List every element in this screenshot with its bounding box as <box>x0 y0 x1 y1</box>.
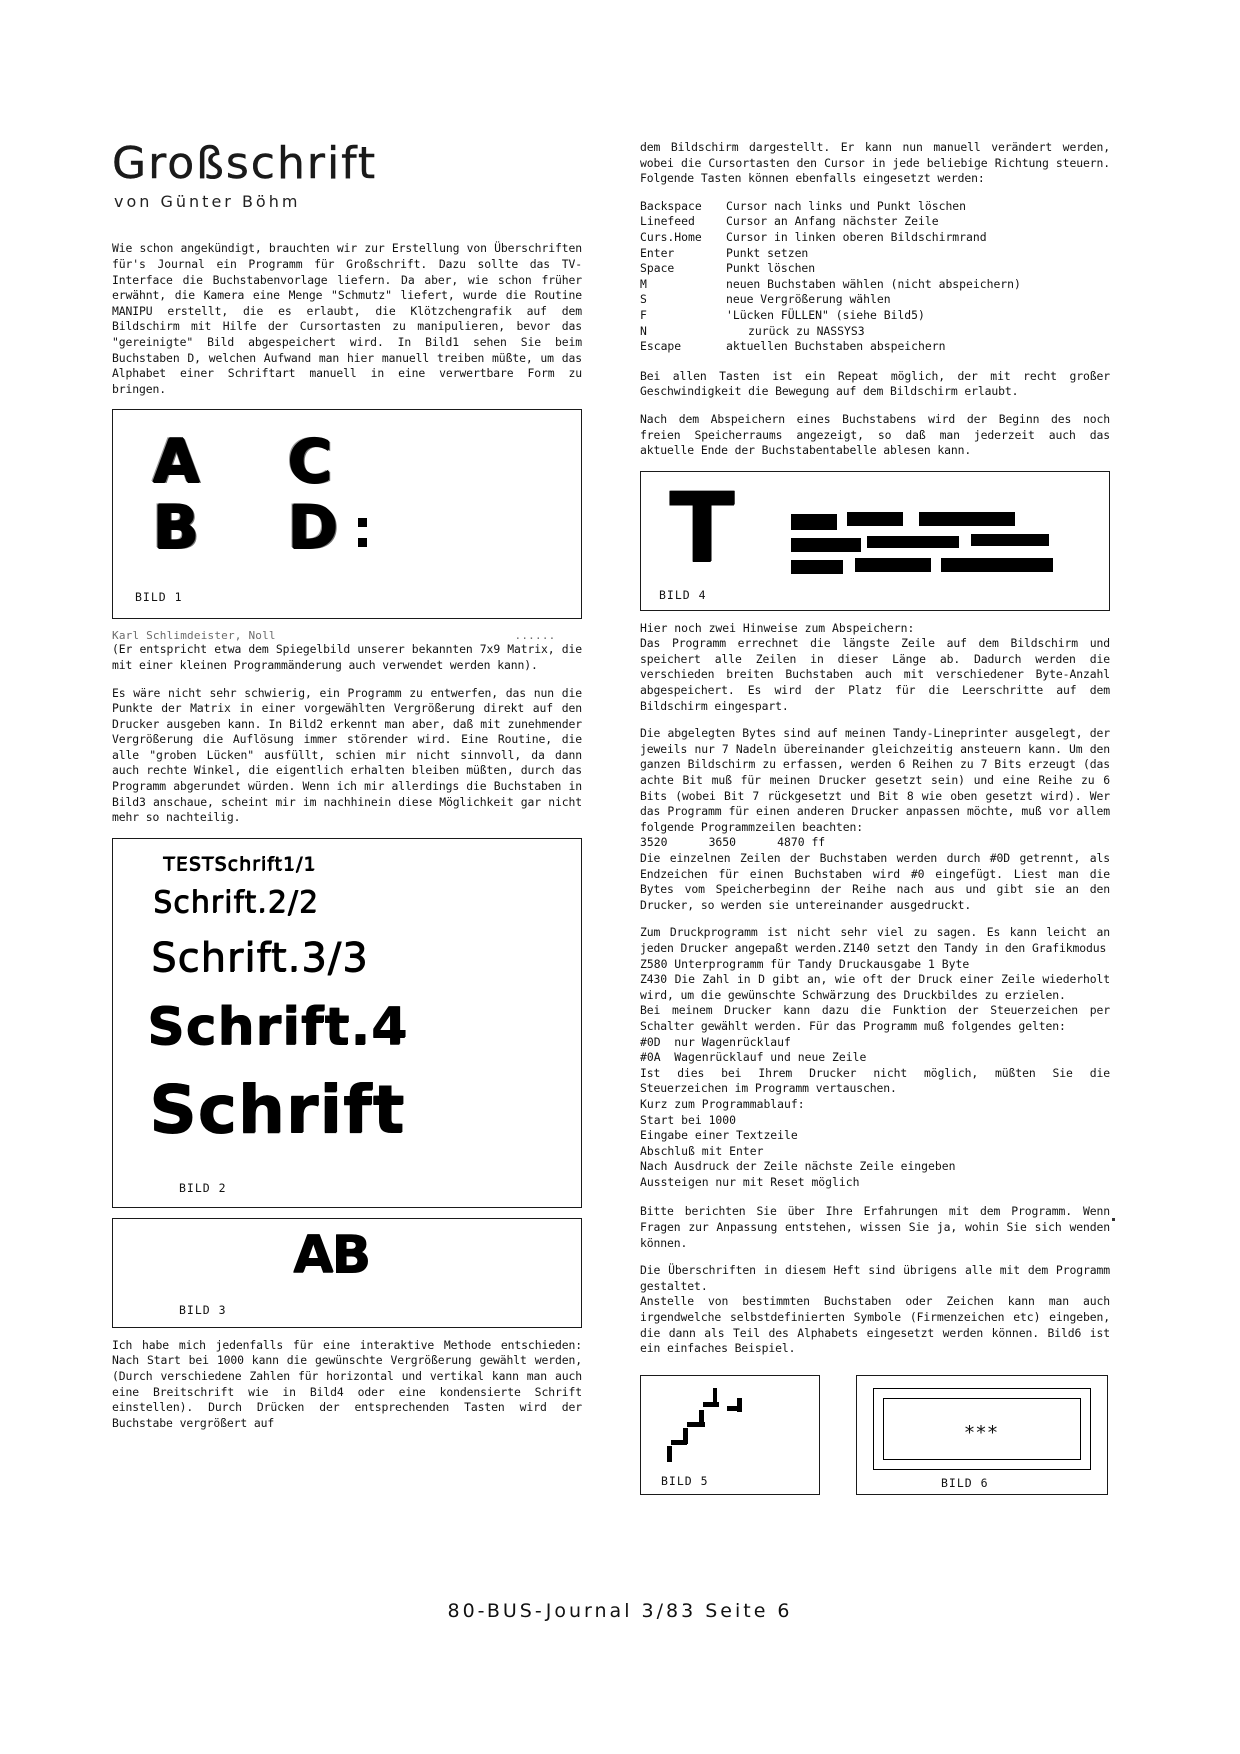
figure-bild-6 <box>856 1375 1108 1495</box>
right-column <box>640 140 1110 1505</box>
paragraph-closing-2: Die Überschriften in diesem Heft sind übrigens alle mit dem Programm gestaltet. <box>640 1263 1110 1293</box>
key-description: 'Lücken FÜLLEN" (siehe Bild5) <box>726 307 925 322</box>
paragraph-hints-2: Die abgelegten Bytes sind auf meinen Tandy-Lineprinter ausgelegt, der jeweils nur 7 Nadeln übereinander gleichzeitig ansteuern kann. Um den ganzen Bildschirm zu erfassen, werden 6 Reihen zu 7 Bits erzeugt (das achte Bit muß für meinen Drucker gesetzt sein) und eine Reihe zu 6 Bits (wobei Bit 7 rückgesetzt und Bit 8 wie oben gesetzt wird). Wer das Programm für einen anderen Drucker anpassen möchte, muß vor allem folgende Programmzeilen beachten: <box>640 726 1110 834</box>
paragraph-print-1: Zum Druckprogramm ist nicht sehr viel zu sagen. Es kann leicht an jeden Drucker angepaßt werden.Z140 setzt den Tandy in den Grafikmodus <box>640 925 1110 955</box>
figure-bild-1 <box>112 409 582 619</box>
figure2-line-3: Schrift.3/3 <box>151 934 369 981</box>
paragraph-print-4: Bei meinem Drucker kann dazu die Funktion der Steuerzeichen per Schalter gewählt werden. Für das Programm muß folgendes gelten: <box>640 1003 1110 1033</box>
figure4-block-4 <box>847 512 903 526</box>
page-title: Großschrift <box>112 138 378 189</box>
figure5-mark-6 <box>671 1440 687 1445</box>
paragraph-right-top: dem Bildschirm dargestellt. Er kann nun manuell verändert werden, wobei die Cursortasten den Cursor in jede beliebige Richtung steuern. Folgende Tasten können ebenfalls eingesetzt werden: <box>640 140 1110 186</box>
key-description: Cursor in linken oberen Bildschirmrand <box>726 229 987 244</box>
figure4-block-9 <box>941 558 1053 572</box>
key-description: neue Vergrößerung wählen <box>726 292 891 307</box>
key-name: Escape <box>640 339 682 354</box>
key-command-table <box>640 199 1110 355</box>
flow-step: Aussteigen nur mit Reset möglich <box>640 1174 860 1189</box>
figure2-line-1: TESTSchrift1/1 <box>163 852 317 875</box>
key-description: aktuellen Buchstaben abspeichern <box>726 339 946 354</box>
key-description: zurück zu NASSYS3 <box>748 323 865 338</box>
figure2-line-5: Schrift <box>149 1070 406 1148</box>
figure4-caption: BILD 4 <box>659 587 707 602</box>
figure2-line-4: Schrift.4 <box>147 996 409 1057</box>
figure5-mark-2 <box>703 1402 719 1407</box>
figure1-speck-1 <box>358 518 367 527</box>
key-name: S <box>640 292 647 307</box>
paragraph-print-2: Z580 Unterprogramm für Tandy Druckausgabe 1 Byte <box>640 956 970 971</box>
key-name: Space <box>640 261 675 276</box>
key-row <box>640 246 1110 262</box>
key-row <box>640 230 1110 246</box>
paragraph-hints-1: Das Programm errechnet die längste Zeile auf dem Bildschirm und speichert alle Zeilen in dieser Länge ab. Dadurch werden die verschieden breiten Buchstaben auch mit verschiedener Byte-Anzahl abgespeichert. Es wird der Platz für die Leerschritte auf dem Bildschirm eingespart. <box>640 636 1110 713</box>
key-name: F <box>640 307 647 322</box>
figure4-block-7 <box>919 512 1015 526</box>
left-column <box>112 140 582 1443</box>
figure2-line-2: Schrift.2/2 <box>153 884 319 920</box>
key-row <box>640 339 1110 355</box>
paragraph-2: (Er entspricht etwa dem Spiegelbild unserer bekannten 7x9 Matrix, die mit einer kleinen Programmänderung auch verwendet werden kann). <box>112 642 582 672</box>
key-name: Enter <box>640 245 675 260</box>
paragraph-bytes: Die einzelnen Zeilen der Buchstaben werden durch #0D getrennt, als Endzeichen für einen Buchstaben wird #0 eingefügt. Liest man die Bytes vom Speicherbeginn der Reihe nach aus und gibt sie an den Drucker, so werden sie untereinander ausgedruckt. <box>640 851 1110 912</box>
figure-bild-2 <box>112 838 582 1208</box>
key-row <box>640 261 1110 277</box>
paragraph-storage: Nach dem Abspeichern eines Buchstabens wird der Beginn des noch freien Speicherraums angezeigt, so daß man jederzeit auch das aktuelle Ende der Buchstabentabelle ablesen kann. <box>640 411 1110 458</box>
key-name: Backspace <box>640 198 702 213</box>
figure3-letters: AB <box>293 1224 369 1285</box>
key-row <box>640 324 1110 340</box>
figure5-mark-4 <box>687 1422 705 1427</box>
key-row <box>640 277 1110 293</box>
figure1-letter-d: D <box>288 493 338 564</box>
key-name: N <box>640 323 647 338</box>
figure4-block-5 <box>867 536 959 548</box>
flow-step: Nach Ausdruck der Zeile nächste Zeile eingeben <box>640 1159 956 1174</box>
figure5-mark-9 <box>737 1398 742 1412</box>
figure6-symbol: *** <box>964 1421 1000 1444</box>
byline: von Günter Böhm <box>114 192 301 212</box>
figure1-letter-a: A <box>153 427 200 498</box>
flow-step: Start bei 1000 <box>640 1112 737 1127</box>
figure4-block-1 <box>791 514 837 530</box>
key-row <box>640 214 1110 230</box>
key-name: M <box>640 276 647 291</box>
key-name: Linefeed <box>640 214 695 229</box>
paragraph-hints-title: Hier noch zwei Hinweise zum Abspeichern: <box>640 620 915 635</box>
figure4-block-2 <box>791 538 861 552</box>
figure2-caption: BILD 2 <box>179 1180 227 1195</box>
key-row <box>640 292 1110 308</box>
control-char-2: #0A Wagenrücklauf und neue Zeile <box>640 1050 867 1065</box>
degraded-scan-line: Karl Schlimdeister, Noll ...... <box>112 629 556 643</box>
figure3-caption: BILD 3 <box>179 1302 227 1317</box>
figure-row-5-6 <box>640 1369 1110 1505</box>
paragraph-intro: Wie schon angekündigt, brauchten wir zur Erstellung von Überschriften für's Journal ein Programm für Großschrift. Dazu sollte das TV-Interface die Buchstabenvorlage liefern. Da aber, wie schon früher erwähnt, die Kamera eine Menge "Schmutz" liefert, wurde die Routine MANIPU erstellt, die es erlaubt, die Klötzchengrafik auf dem Bildschirm mit Hilfe der Cursortasten zu manipulieren, bevor das "gereinigte" Bild abgespeichert wird. In Bild1 sehen Sie beim Buchstaben D, welchen Aufwand man hier manuell treiben müßte, um das Alphabet einer Schriftart manuell in eine verwertbare Form zu bringen. <box>112 241 582 396</box>
figure1-letter-c: C <box>288 427 333 498</box>
key-description: Punkt setzen <box>726 245 809 260</box>
key-name: Curs.Home <box>640 229 702 244</box>
figure-bild-4 <box>640 471 1110 611</box>
paragraph-print-3: Z430 Die Zahl in D gibt an, wie oft der Druck einer Zeile wiederholt wird, um die gewünschte Schwärzung des Druckbildes zu erzielen. <box>640 972 1110 1002</box>
figure4-block-6 <box>855 558 931 572</box>
key-description: Punkt löschen <box>726 261 816 276</box>
figure1-letter-b: B <box>153 493 199 564</box>
figure6-caption: BILD 6 <box>941 1475 989 1490</box>
paragraph-print-5: Ist dies bei Ihrem Drucker nicht möglich, müßten Sie die Steuerzeichen im Programm vertauschen. <box>640 1065 1110 1096</box>
figure5-mark-7 <box>667 1446 672 1462</box>
code-line-addresses: 3520 3650 4870 ff <box>640 835 826 850</box>
control-char-1: #0D nur Wagenrücklauf <box>640 1034 791 1049</box>
key-description: neuen Buchstaben wählen (nicht abspeichern) <box>726 276 1021 291</box>
scan-speck <box>1112 1218 1115 1221</box>
key-description: Cursor an Anfang nächster Zeile <box>726 214 939 229</box>
paragraph-closing-1: Bitte berichten Sie über Ihre Erfahrungen mit dem Programm. Wenn Fragen zur Anpassung entstehen, wissen Sie ja, wohin Sie sich wenden können. <box>640 1204 1110 1250</box>
figure-bild-3 <box>112 1218 582 1328</box>
flow-step: Abschluß mit Enter <box>640 1143 764 1158</box>
paragraph-repeat: Bei allen Tasten ist ein Repeat möglich, der mit recht großer Geschwindigkeit die Bewegung auf dem Bildschirm erlaubt. <box>640 368 1110 399</box>
flow-title: Kurz zum Programmablauf: <box>640 1096 805 1111</box>
key-description: Cursor nach links und Punkt löschen <box>726 198 967 213</box>
paragraph-4: Ich habe mich jedenfalls für eine interaktive Methode entschieden: Nach Start bei 1000 kann die gewünschte Vergrößerung gewählt werden, (Durch verschiedene Zahlen für horizontal und vertikal kann man auch eine Breitschrift wie in Bild4 oder eine kondensierte Schrift einstellen). Durch Drücken der entsprechenden Tasten wird der Buchstabe vergrößert auf <box>112 1337 582 1430</box>
paragraph-closing-3: Anstelle von bestimmten Buchstaben oder Zeichen kann man auch irgendwelche selbstdefinierten Symbole (Firmenzeichen etc) eingeben, die dann als Teil des Alphabets eingesetzt werden können. Bild6 ist ein einfaches Beispiel. <box>640 1294 1110 1356</box>
key-row <box>640 199 1110 215</box>
figure1-speck-2 <box>358 538 367 547</box>
flow-step: Eingabe einer Textzeile <box>640 1128 798 1143</box>
figure-bild-5 <box>640 1375 820 1495</box>
paragraph-3: Es wäre nicht sehr schwierig, ein Programm zu entwerfen, das nun die Punkte der Matrix in einer vorgewählten Vergrößerung direkt auf den Drucker ausgeben kann. In Bild2 erkennt man aber, daß mit zunehmender Vergrößerung die Auflösung immer störender wird. Eine Routine, die alle "groben Lücken" ausfüllt, schien mir nicht sinnvoll, da dann auch rechte Winkel, die eigentlich erhalten bleiben müßten, durch das Programm abgerundet würden. Wenn ich mir allerdings die Buchstaben in Bild3 anschaue, scheint mir im nachhinein diese Möglichkeit gar nicht mehr so nachteilig. <box>112 685 582 825</box>
figure4-letter-t: T <box>669 471 729 584</box>
figure5-caption: BILD 5 <box>661 1473 709 1488</box>
figure4-block-8 <box>971 534 1049 546</box>
page-footer: 80-BUS-Journal 3/83 Seite 6 <box>447 1600 793 1622</box>
figure4-block-3 <box>791 560 843 574</box>
figure1-caption: BILD 1 <box>135 590 183 605</box>
key-row <box>640 308 1110 324</box>
